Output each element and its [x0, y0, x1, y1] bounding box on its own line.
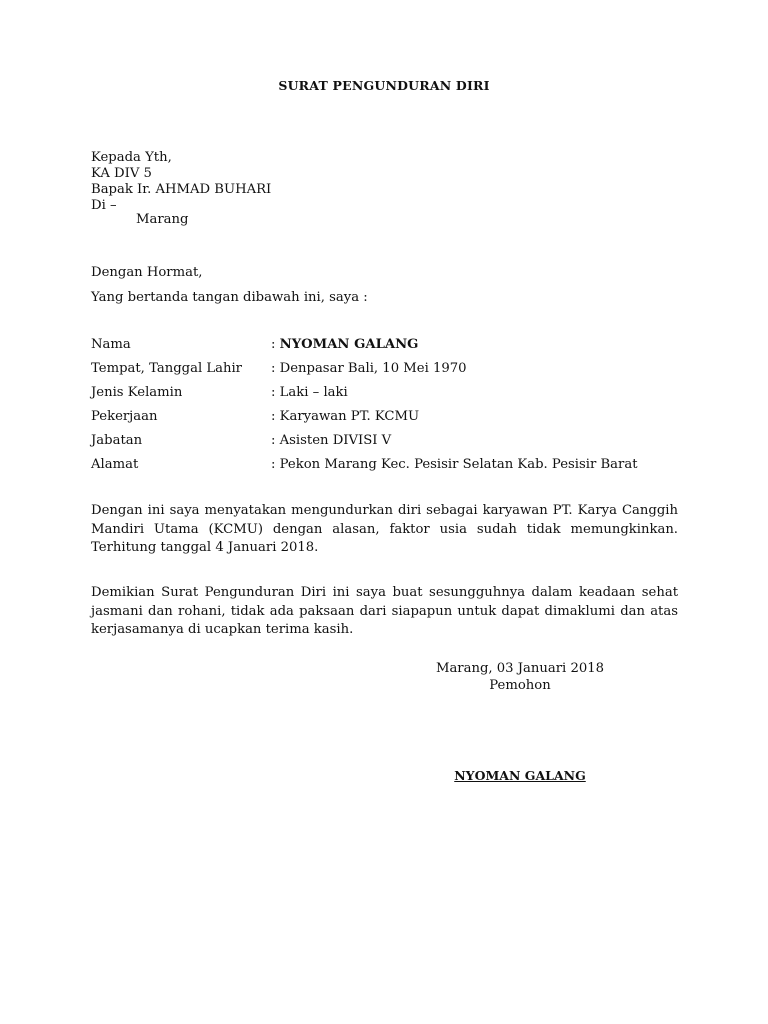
signature-name: NYOMAN GALANG [454, 768, 586, 783]
signature-role: Pemohon [489, 678, 551, 693]
signature-place-date: Marang, 03 Januari 2018 [435, 661, 605, 676]
field-label-address: Alamat [91, 457, 139, 472]
field-value-job: : Karyawan PT. KCMU [271, 409, 420, 424]
recipient-line-1: Kepada Yth, [91, 150, 172, 165]
field-label-gender: Jenis Kelamin [91, 385, 183, 400]
letter-title: SURAT PENGUNDURAN DIRI [278, 78, 490, 93]
field-colon: : [271, 337, 280, 352]
field-value-nama [271, 337, 418, 352]
recipient-line-4: Di – [91, 198, 117, 213]
field-value-ttl: : Denpasar Bali, 10 Mei 1970 [271, 361, 467, 376]
recipient-line-2: KA DIV 5 [91, 166, 152, 181]
intro-text: Yang bertanda tangan dibawah ini, saya : [91, 290, 368, 305]
closing-paragraph: Demikian Surat Pengunduran Diri ini saya buat sesungguhnya dalam keadaan sehat jasmani dan rohani, tidak ada paksaan dari siapapun untuk dapat dimaklumi dan atas kerjasamanya di ucapkan terima kasih. [91, 585, 678, 637]
field-label-nama: Nama [91, 337, 131, 352]
field-value-gender: : Laki – laki [271, 385, 348, 400]
recipient-city: Marang [136, 212, 189, 227]
field-label-job: Pekerjaan [91, 409, 158, 424]
field-label-position: Jabatan [91, 433, 143, 448]
recipient-line-3: Bapak Ir. AHMAD BUHARI [91, 182, 272, 197]
field-value-position: : Asisten DIVISI V [271, 433, 392, 448]
field-label-ttl: Tempat, Tanggal Lahir [91, 361, 242, 376]
greeting: Dengan Hormat, [91, 265, 203, 280]
field-value-address: : Pekon Marang Kec. Pesisir Selatan Kab. Pesisir Barat [271, 457, 638, 472]
applicant-name: NYOMAN GALANG [279, 337, 419, 352]
resignation-paragraph: Dengan ini saya menyatakan mengundurkan diri sebagai karyawan PT. Karya Canggih Mandiri Utama (KCMU) dengan alasan, faktor usia sudah tidak memungkinkan. Terhitung tanggal 4 Januari 2018. [91, 503, 678, 555]
